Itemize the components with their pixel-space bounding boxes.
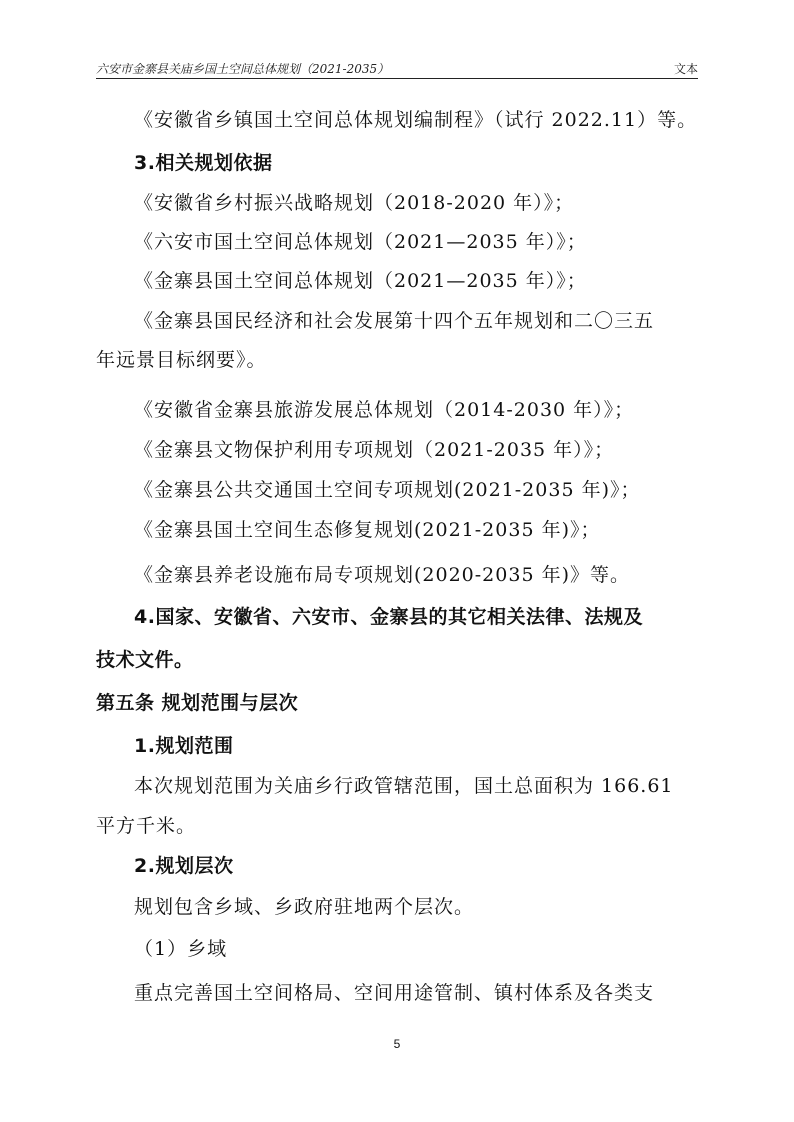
paragraph-line: 本次规划范围为关庙乡行政管辖范围，国土总面积为 166.61 [134,775,674,797]
section-heading: 技术文件。 [96,649,194,671]
paragraph-line: 《安徽省金寨县旅游发展总体规划（2014-2030 年）》； [134,399,635,421]
paragraph-line: 年远景目标纲要》。 [96,349,267,371]
paragraph-line: 《金寨县公共交通国土空间专项规划(2021-2035 年)》； [134,479,641,501]
paragraph-line: 规划包含乡域、乡政府驻地两个层次。 [134,896,475,918]
paragraph-line: 《金寨县养老设施布局专项规划(2020-2035 年)》等。 [134,564,630,586]
header-document-title: 六安市金寨县关庙乡国土空间总体规划（2021-2035） [96,62,390,76]
running-header [96,58,698,79]
paragraph-line: 《安徽省乡村振兴战略规划（2018-2020 年）》； [134,192,575,214]
page-number: 5 [393,1037,401,1051]
section-heading: 3.相关规划依据 [134,152,273,174]
section-heading: 4.国家、安徽省、六安市、金寨县的其它相关法律、法规及 [134,606,643,628]
header-section-label: 文本 [673,62,698,76]
section-heading: 1.规划范围 [134,735,234,757]
paragraph-line: 《六安市国土空间总体规划（2021—2035 年）》； [134,231,587,253]
paragraph-line: 《金寨县国民经济和社会发展第十四个五年规划和二〇三五 [134,310,655,332]
paragraph-line: 《金寨县国土空间总体规划（2021—2035 年）》； [134,270,587,292]
paragraph-line: （1）乡域 [134,938,228,960]
section-heading: 第五条 规划范围与层次 [96,692,299,714]
paragraph-line: 平方千米。 [96,815,197,837]
paragraph-line: 重点完善国土空间格局、空间用途管制、镇村体系及各类支 [134,982,655,1004]
paragraph-line: 《安徽省乡镇国土空间总体规划编制程》（试行 2022.11）等。 [134,109,698,131]
paragraph-line: 《金寨县文物保护利用专项规划（2021-2035 年）》； [134,439,615,461]
paragraph-line: 《金寨县国土空间生态修复规划(2021-2035 年)》； [134,519,601,541]
section-heading: 2.规划层次 [134,855,234,877]
